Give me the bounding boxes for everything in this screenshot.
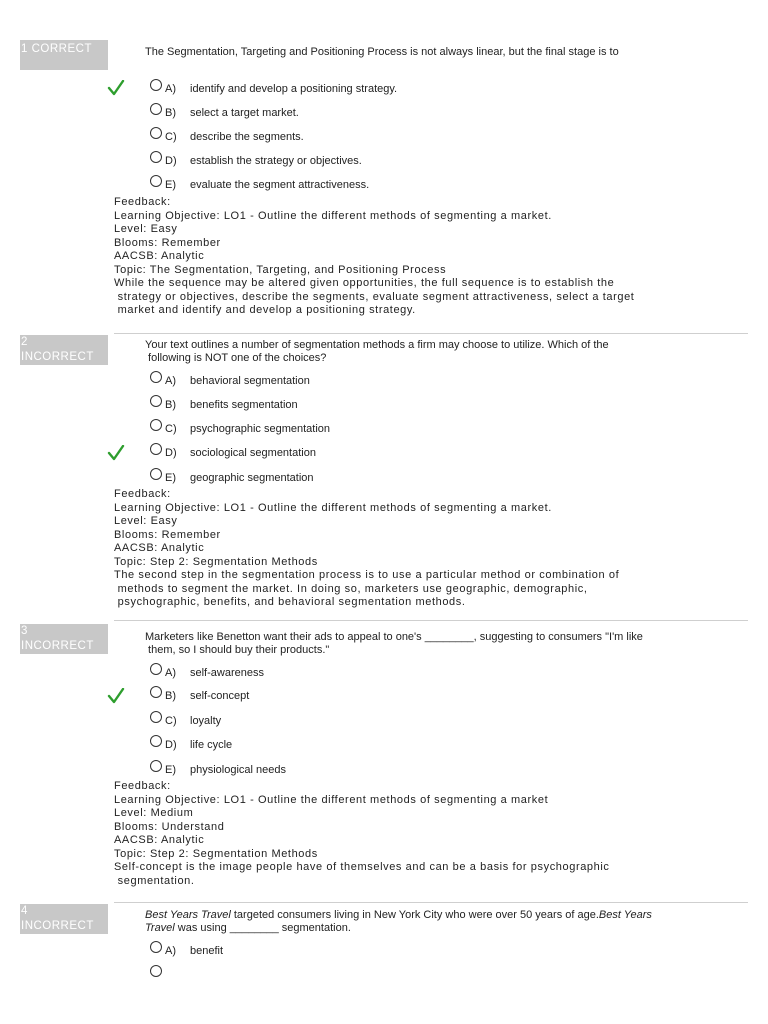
radio-icon[interactable] bbox=[150, 151, 162, 163]
question-text: Marketers like Benetton want their ads to appeal to one's ________, suggesting to consumers "I'm like them, so I should buy their products." bbox=[145, 631, 643, 656]
divider bbox=[114, 620, 748, 621]
divider bbox=[114, 333, 748, 334]
radio-icon[interactable] bbox=[150, 760, 162, 772]
question-text: The Segmentation, Targeting and Positioning Process is not always linear, but the final stage is to bbox=[145, 46, 619, 58]
status-badge: 4 INCORRECT bbox=[20, 904, 108, 934]
status-badge: 3 INCORRECT bbox=[20, 624, 108, 654]
radio-icon[interactable] bbox=[150, 443, 162, 455]
radio-icon[interactable] bbox=[150, 663, 162, 675]
radio-icon[interactable] bbox=[150, 395, 162, 407]
status-badge: 2 INCORRECT bbox=[20, 335, 108, 365]
radio-icon[interactable] bbox=[150, 371, 162, 383]
check-icon bbox=[107, 688, 125, 704]
radio-icon[interactable] bbox=[150, 468, 162, 480]
radio-icon[interactable] bbox=[150, 419, 162, 431]
feedback: Feedback: Learning Objective: LO1 - Outline the different methods of segmenting a market Level: Medium Blooms: Understand AACSB: Analytic Topic: Step 2: Segmentation Methods Self-concept is the image people have of themselves and can be a basis for psychographic segmentation. bbox=[114, 780, 610, 887]
status-badge: 1 CORRECT bbox=[20, 40, 108, 70]
radio-icon[interactable] bbox=[150, 735, 162, 747]
radio-icon[interactable] bbox=[150, 965, 162, 977]
divider bbox=[114, 902, 748, 903]
radio-icon[interactable] bbox=[150, 941, 162, 953]
check-icon bbox=[107, 445, 125, 461]
radio-icon[interactable] bbox=[150, 79, 162, 91]
radio-icon[interactable] bbox=[150, 103, 162, 115]
question-text: Your text outlines a number of segmentation methods a firm may choose to utilize. Which of the following is NOT one of the choices? bbox=[145, 339, 609, 364]
radio-icon[interactable] bbox=[150, 686, 162, 698]
feedback: Feedback: Learning Objective: LO1 - Outline the different methods of segmenting a market. Level: Easy Blooms: Remember AACSB: Analytic Topic: The Segmentation, Targeting, and Positioning Process While the sequence may be altered given opportunities, the full sequence is to establish the strategy or objectives, describe the segments, evaluate segment attractiveness, select a target market and identify and develop a positioning strategy. bbox=[114, 196, 635, 316]
radio-icon[interactable] bbox=[150, 175, 162, 187]
question-text: Best Years Travel targeted consumers living in New York City who were over 50 years of age.Best Years Travel was using ________ segmentation. bbox=[145, 909, 652, 934]
radio-icon[interactable] bbox=[150, 711, 162, 723]
feedback: Feedback: Learning Objective: LO1 - Outline the different methods of segmenting a market. Level: Easy Blooms: Remember AACSB: Analytic Topic: Step 2: Segmentation Methods The second step in the segmentation process is to use a particular method or combination of methods to segment the market. In doing so, marketers use geographic, demographic, psychographic, benefits, and behavioral segmentation methods. bbox=[114, 488, 620, 608]
check-icon bbox=[107, 80, 125, 96]
radio-icon[interactable] bbox=[150, 127, 162, 139]
